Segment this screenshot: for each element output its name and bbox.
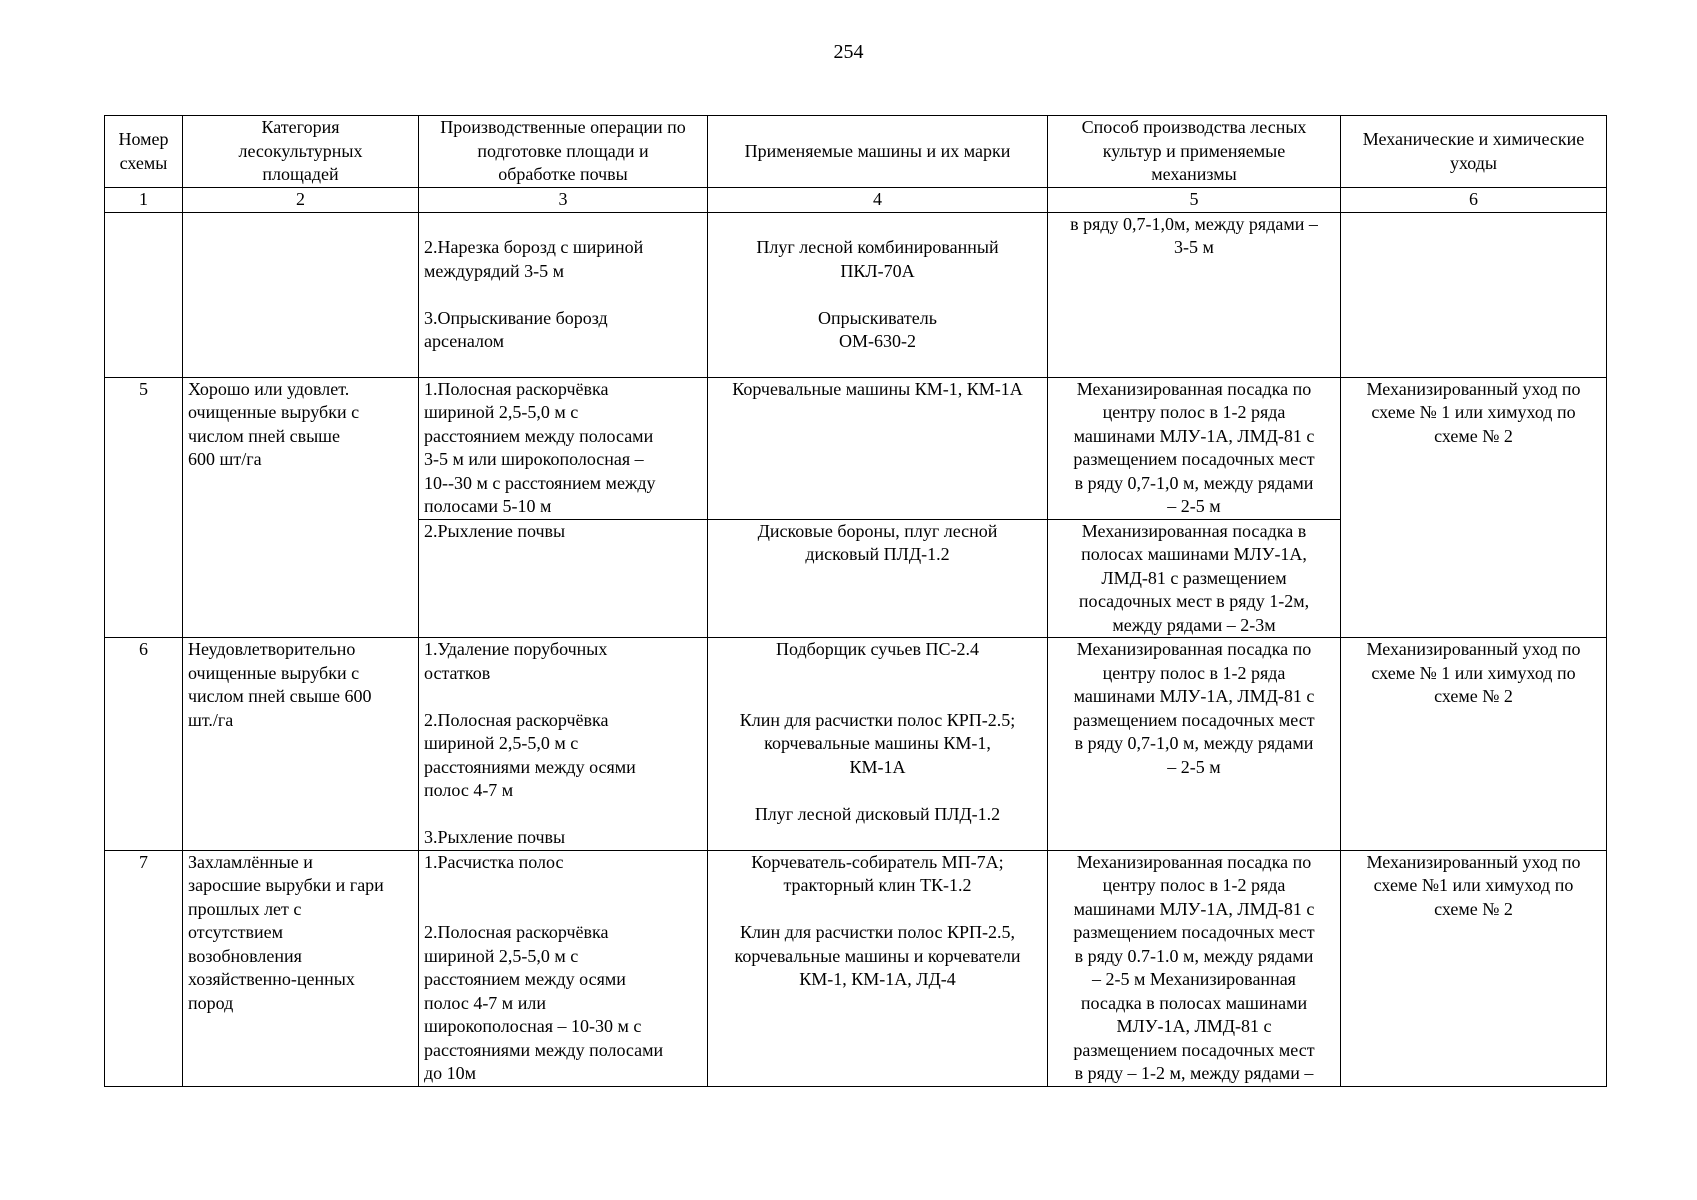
machines-cell: Дисковые бороны, плуг лесной дисковый ПЛД-1.2 xyxy=(708,519,1048,638)
header-method: Способ производства лесных культур и применяемые механизмы xyxy=(1048,116,1341,188)
operations-cell: 1.Расчистка полос 2.Полосная раскорчёвка шириной 2,5-5,0 м с расстоянием между осями полос 4-7 м или широкополосная – 10-30 м с расстояниями между полосами до 10м xyxy=(419,850,708,1086)
scheme-number-cell xyxy=(105,212,183,377)
machines-cell: Подборщик сучьев ПС-2.4 Клин для расчистки полос КРП-2.5; корчевальные машины КМ-1, КМ-1А Плуг лесной дисковый ПЛД-1.2 xyxy=(708,638,1048,851)
header-machines: Применяемые машины и их марки xyxy=(708,116,1048,188)
table-row-scheme-6 xyxy=(105,638,1607,851)
scheme-number-cell: 7 xyxy=(105,850,183,1086)
column-number: 1 xyxy=(105,188,183,213)
table-row-scheme-5-a xyxy=(105,377,1607,519)
header-scheme-number: Номер схемы xyxy=(105,116,183,188)
machines-cell: Корчевальные машины КМ-1, КМ-1А xyxy=(708,377,1048,519)
header-row xyxy=(105,116,1607,188)
scheme-number-cell: 5 xyxy=(105,377,183,638)
care-cell: Механизированный уход по схеме № 1 или химуход по схеме № 2 xyxy=(1341,377,1607,638)
care-cell xyxy=(1341,212,1607,377)
header-care: Механические и химические уходы xyxy=(1341,116,1607,188)
table-row-scheme-7 xyxy=(105,850,1607,1086)
method-cell: Механизированная посадка по центру полос в 1-2 ряда машинами МЛУ-1А, ЛМД-81 с размещением посадочных мест в ряду 0,7-1,0 м, между рядами – 2-5 м xyxy=(1048,638,1341,851)
category-cell: Неудовлетворительно очищенные вырубки с числом пней свыше 600 шт./га xyxy=(183,638,419,851)
operations-cell: 2.Рыхление почвы xyxy=(419,519,708,638)
method-cell: в ряду 0,7-1,0м, между рядами – 3-5 м xyxy=(1048,212,1341,377)
page-number: 254 xyxy=(833,41,864,63)
column-number-row xyxy=(105,188,1607,213)
category-cell: Захламлённые и заросшие вырубки и гари прошлых лет с отсутствием возобновления хозяйственно-ценных пород xyxy=(183,850,419,1086)
forest-culture-table xyxy=(104,115,1607,1087)
care-cell: Механизированный уход по схеме № 1 или химуход по схеме № 2 xyxy=(1341,638,1607,851)
scheme-number-cell: 6 xyxy=(105,638,183,851)
category-cell xyxy=(183,212,419,377)
method-cell: Механизированная посадка по центру полос в 1-2 ряда машинами МЛУ-1А, ЛМД-81 с размещением посадочных мест в ряду 0,7-1,0 м, между рядами – 2-5 м xyxy=(1048,377,1341,519)
machines-cell: Корчеватель-собиратель МП-7А; тракторный клин ТК-1.2 Клин для расчистки полос КРП-2.5, корчевальные машины и корчеватели КМ-1, КМ-1А, ЛД-4 xyxy=(708,850,1048,1086)
header-operations: Производственные операции по подготовке площади и обработке почвы xyxy=(419,116,708,188)
table-row-continuation xyxy=(105,212,1607,377)
operations-cell: 2.Нарезка борозд с шириной междурядий 3-5 м 3.Опрыскивание борозд арсеналом xyxy=(419,212,708,377)
operations-cell: 1.Удаление порубочных остатков 2.Полосная раскорчёвка шириной 2,5-5,0 м с расстояниями между осями полос 4-7 м 3.Рыхление почвы xyxy=(419,638,708,851)
column-number: 3 xyxy=(419,188,708,213)
category-cell: Хорошо или удовлет. очищенные вырубки с числом пней свыше 600 шт/га xyxy=(183,377,419,638)
column-number: 6 xyxy=(1341,188,1607,213)
header-area-category: Категория лесокультурных площадей xyxy=(183,116,419,188)
method-cell: Механизированная посадка по центру полос в 1-2 ряда машинами МЛУ-1А, ЛМД-81 с размещением посадочных мест в ряду 0.7-1.0 м, между рядами – 2-5 м Механизированная посадка в полосах машинами МЛУ-1А, ЛМД-81 с размещением посадочных мест в ряду – 1-2 м, между рядами – xyxy=(1048,850,1341,1086)
machines-cell: Плуг лесной комбинированный ПКЛ-70А Опрыскиватель ОМ-630-2 xyxy=(708,212,1048,377)
column-number: 4 xyxy=(708,188,1048,213)
operations-cell: 1.Полосная раскорчёвка шириной 2,5-5,0 м с расстоянием между полосами 3-5 м или широкополосная – 10--30 м с расстоянием между полосами 5-10 м xyxy=(419,377,708,519)
care-cell: Механизированный уход по схеме №1 или химуход по схеме № 2 xyxy=(1341,850,1607,1086)
column-number: 5 xyxy=(1048,188,1341,213)
method-cell: Механизированная посадка в полосах машинами МЛУ-1А, ЛМД-81 с размещением посадочных мест в ряду 1-2м, между рядами – 2-3м xyxy=(1048,519,1341,638)
column-number: 2 xyxy=(183,188,419,213)
